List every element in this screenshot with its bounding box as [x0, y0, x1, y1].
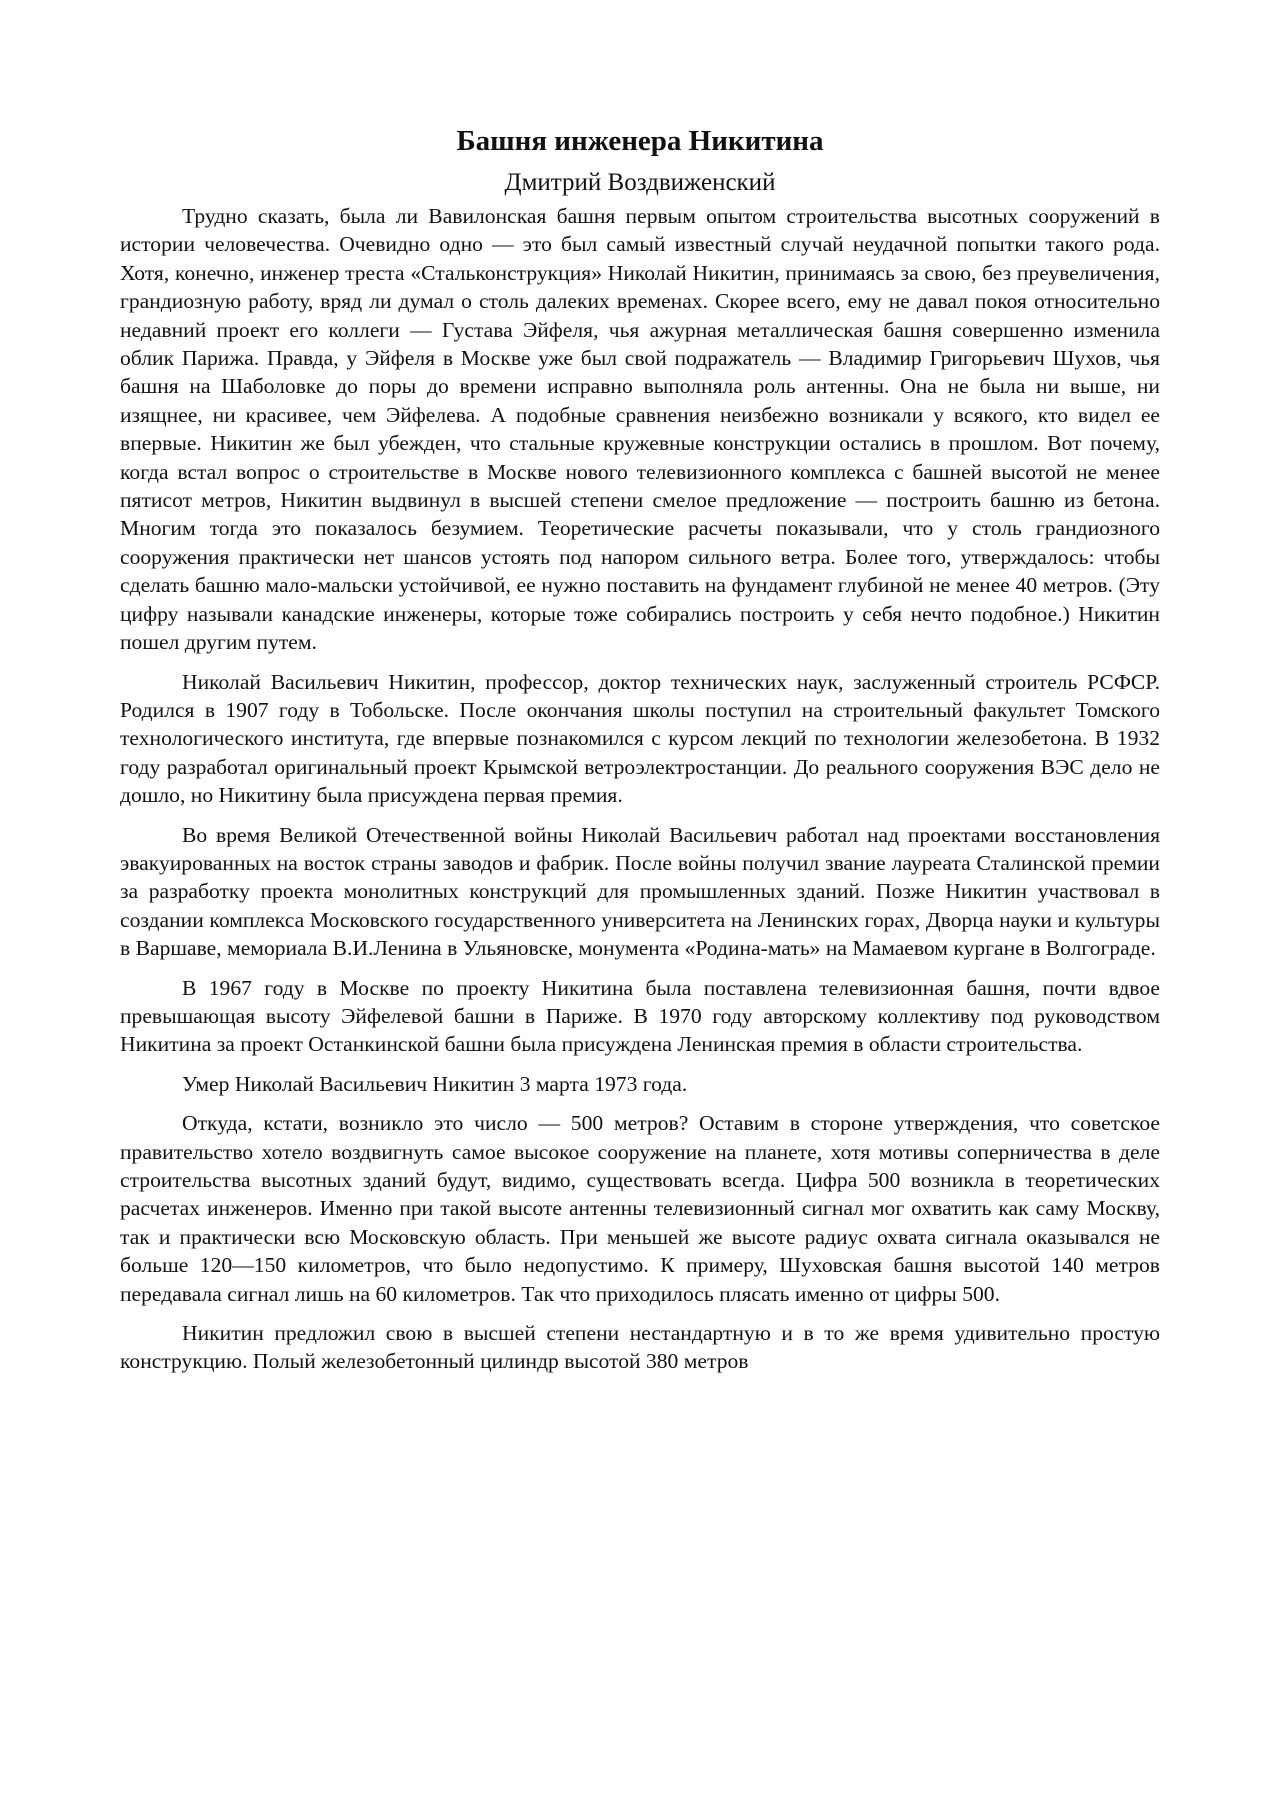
paragraph-3: Во время Великой Отечественной войны Николай Васильевич работал над проектами восстановления эвакуированных на восток страны заводов и фабрик. После войны получил звание лауреата Сталинской премии за разработку проекта монолитных конструкций для промышленных зданий. Позже Никитин участвовал в создании комплекса Московского государственного университета на Ленинских горах, Дворца науки и культуры в Варшаве, мемориала В.И.Ленина в Ульяновске, монумента «Родина-мать» на Мамаевом кургане в Волгограде. [120, 822, 1160, 961]
paragraph-4: В 1967 году в Москве по проекту Никитина была поставлена телевизионная башня, почти вдвое превышающая высоту Эйфелевой башни в Париже. В 1970 году авторскому коллективу под руководством Никитина за проект Останкинской башни была присуждена Ленинская премия в области строительства. [120, 975, 1160, 1057]
paragraph-7: Никитин предложил свою в высшей степени нестандартную и в то же время удивительно простую конструкцию. Полый железобетонный цилиндр высотой 380 метров [120, 1321, 1160, 1374]
paragraph-1: Трудно сказать, была ли Вавилонская башня первым опытом строительства высотных сооружений в истории человечества. Очевидно одно — это был самый известный случай неудачной попытки такого рода. Хотя, конечно, инженер треста «Стальконструкция» Николай Никитин, принимаясь за свою, без преувеличения, грандиозную работу, вряд ли думал о столь далеких временах. Скорее всего, ему не давал покоя относительно недавний проект его коллеги — Густава Эйфеля, чья ажурная металлическая башня совершенно изменила облик Парижа. Правда, у Эйфеля в Москве уже был свой подражатель — Владимир Григорьевич Шухов, чья башня на Шаболовке до поры до времени исправно выполняла роль антенны. Она не была ни выше, ни изящнее, ни красивее, чем Эйфелева. А подобные сравнения неизбежно возникали у всякого, кто видел ее впервые. Никитин же был убежден, что стальные кружевные конструкции остались в прошлом. Вот почему, когда встал вопрос о строительстве в Москве нового телевизионного комплекса с башней высотой не менее пятисот метров, Никитин выдвинул в высшей степени смелое предложение — построить башню из бетона. Многим тогда это показалось безумием. Теоретические расчеты показывали, что у столь грандиозного сооружения практически нет шансов устоять под напором сильного ветра. Более того, утверждалось: чтобы сделать башню мало-мальски устойчивой, ее нужно поставить на фундамент глубиной не менее 40 метров. (Эту цифру называли канадские инженеры, которые тоже собирались построить у себя нечто подобное.) Никитин пошел другим путем. [120, 204, 1160, 655]
paragraph-2: Николай Васильевич Никитин, профессор, доктор технических наук, заслуженный строитель РСФСР. Родился в 1907 году в Тобольске. После окончания школы поступил на строительный факультет Томского технологического института, где впервые познакомился с курсом лекций по технологии железобетона. В 1932 году разработал оригинальный проект Крымской ветроэлектростанции. До реального сооружения ВЭС дело не дошло, но Никитину была присуждена первая премия. [120, 669, 1160, 808]
document-body [120, 122, 1160, 1387]
document-title: Башня инженера Никитина [456, 125, 824, 157]
paragraph-5: Умер Николай Васильевич Никитин 3 марта 1973 года. [182, 1071, 688, 1096]
document-author: Дмитрий Воздвиженский [504, 169, 776, 196]
paragraph-6: Откуда, кстати, возникло это число — 500 метров? Оставим в стороне утверждения, что советское правительство хотело воздвигнуть самое высокое сооружение на планете, хотя мотивы соперничества в деле строительства высотных зданий будут, видимо, существовать всегда. Цифра 500 возникла в теоретических расчетах инженеров. Именно при такой высоте антенны телевизионный сигнал мог охватить как саму Москву, так и практически всю Московскую область. При меньшей же высоте радиус охвата сигнала оказывался не больше 120—150 километров, что было недопустимо. К примеру, Шуховская башня высотой 140 метров передавала сигнал лишь на 60 километров. Так что приходилось плясать именно от цифры 500. [120, 1111, 1160, 1306]
